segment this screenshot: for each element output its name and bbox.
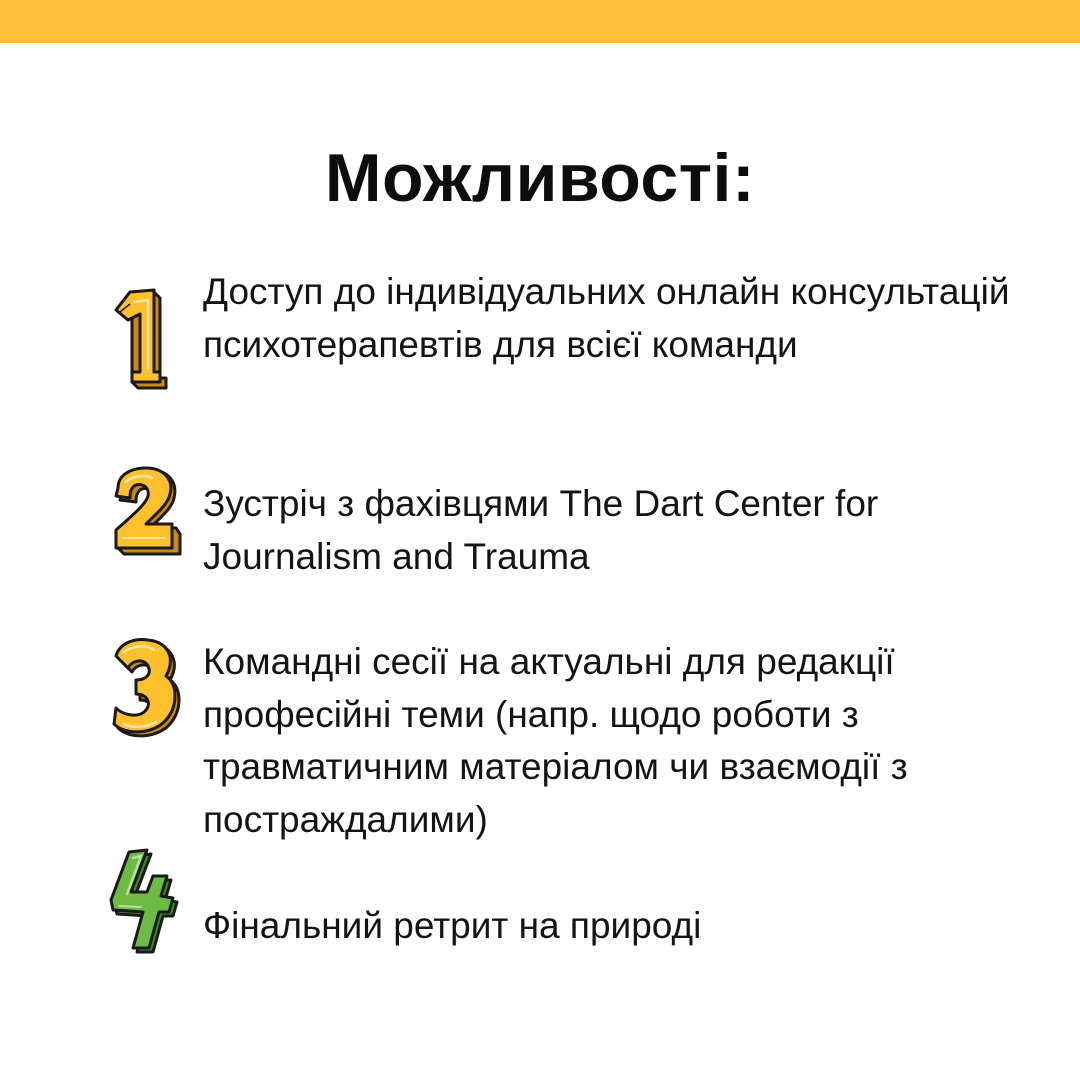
item-2-text: Зустріч з фахівцями The Dart Center for Journalism and Trauma <box>203 483 879 577</box>
item-4-text: Фінальний ретрит на природі <box>203 905 702 946</box>
number-three-icon <box>110 640 184 740</box>
page-title: Можливості: <box>324 140 756 216</box>
number-four-icon <box>105 850 179 954</box>
item-1-text: Доступ до індивідуальних онлайн консультацій психотерапевтів для всієї команди <box>203 271 1010 365</box>
number-one-icon <box>110 288 170 388</box>
item-3-text: Командні сесії на актуальні для редакції професійні теми (напр. щодо роботи з травматичним матеріалом чи взаємодії з постраждалими) <box>203 641 908 840</box>
top-accent-bar <box>0 0 1080 43</box>
number-two-icon <box>110 468 182 556</box>
